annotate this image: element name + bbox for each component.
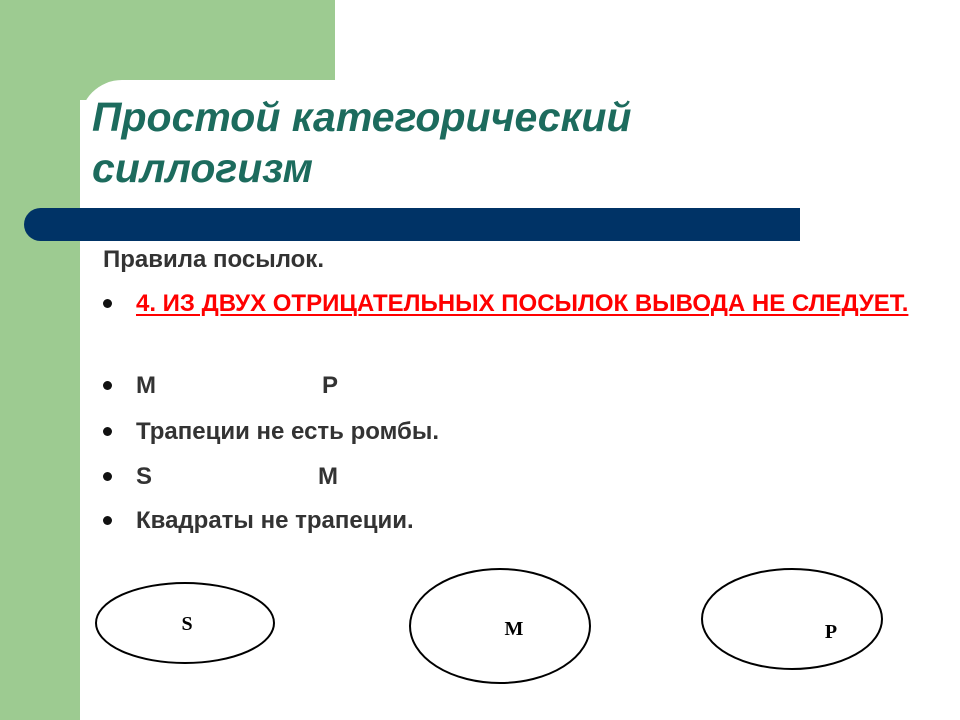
- premise2-subject-term: S: [136, 463, 153, 490]
- premise1-subject-term: M: [136, 372, 156, 399]
- circle-s-label: S: [181, 613, 193, 635]
- slide-title: [92, 92, 631, 194]
- bullet-rule: 4. ИЗ ДВУХ ОТРИЦАТЕЛЬНЫХ ПОСЫЛОК ВЫВОДА НЕ СЛЕДУЕТ.: [136, 288, 956, 320]
- slide-title-line1: Простой категорический: [92, 94, 632, 140]
- green-accent-left: [0, 0, 80, 720]
- circle-m-label: M: [504, 618, 524, 640]
- subtitle: Правила посылок.: [103, 246, 324, 273]
- premise2-predicate-term: M: [318, 463, 339, 490]
- circle-p-label: P: [824, 621, 838, 643]
- title-divider-bar: [24, 208, 800, 241]
- slide-title-line2: силлогизм: [92, 145, 313, 191]
- premise1-predicate-term: P: [322, 372, 339, 399]
- bullet-premise2-terms: [136, 461, 338, 493]
- bullet-premise1: Трапеции не есть ромбы.: [136, 416, 439, 448]
- bullet-premise2: Квадраты не трапеции.: [136, 505, 414, 537]
- bullet-premise1-terms: [136, 370, 338, 402]
